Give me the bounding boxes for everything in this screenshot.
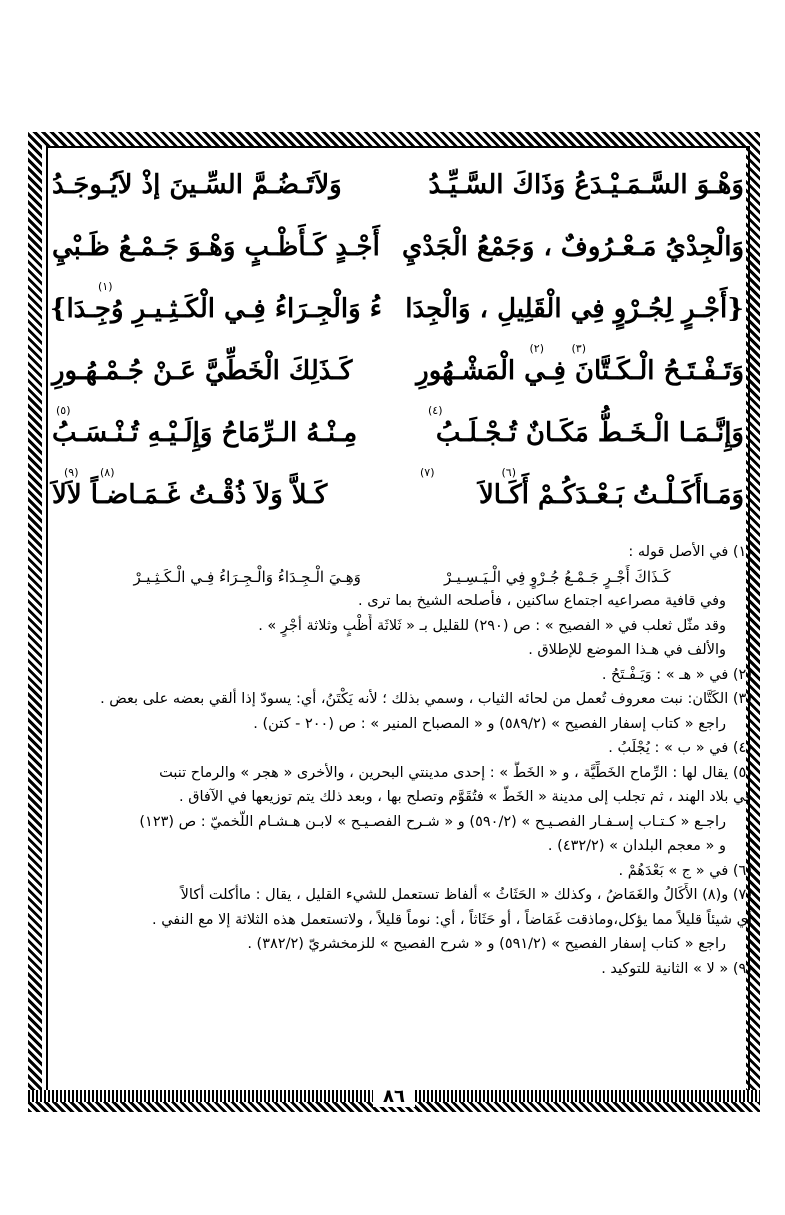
- verse: [52, 216, 744, 278]
- footnote-marker: (٥): [56, 404, 71, 417]
- hemistich-text: مِـنْـهُ الـرِّمَاحُ وَإِلَـيْـهِ تُـنْـسَـبُ: [52, 418, 358, 448]
- cited-verse: [52, 565, 752, 590]
- hemistich-first: [405, 294, 744, 324]
- cited-hemistich-left: وَهِـيَ الْـجِـدَاءُ وَالْـجِـرَاءُ فِـي الْـكَـثِـيـرْ: [133, 567, 361, 586]
- hemistich-second: [49, 280, 382, 324]
- hemistich-text: وَتَـفْـتَـحُ الْـكَـتَّانَ فِـي الْمَشْـهُورِ: [416, 356, 744, 386]
- footnote-4: (٤) في « ب » : يُجْلَبُ .: [608, 740, 752, 756]
- hemistich-text: ءُ وَالْجِـرَاءُ فِـي الْكَـثِـيـرِ وُجِـدَا}: [49, 294, 382, 324]
- hemistich-text: كَـلاَّ وَلاَ ذُقْـتُ غَـمَـاضـاً لاَلاَ: [52, 480, 328, 510]
- hemistich-second: كَـذَلِكَ الْخَطِّيَّ عَـنْ جُـمْـهُـورِ: [52, 356, 353, 386]
- footnote-5-text: في بلاد الهند ، ثم تجلب إلى مدينة « الخَطّ » فتُقَوَّم وتصلح بها ، وبعد ذلك يتم توزيعها في الآفاق .: [179, 789, 752, 805]
- hemistich-text: وَمَـاأَكَـلْـتُ بَـعْـدَكُـمْ أَكَـالاَ: [478, 480, 744, 510]
- verse: [52, 340, 744, 402]
- footnote-marker: (٤): [428, 404, 443, 417]
- footnote-marker: (٦): [501, 466, 516, 479]
- hemistich-first: [414, 404, 744, 448]
- footnote-5-reference: و « معجم البلدان » (٤٣٢/٢) .: [547, 838, 726, 854]
- hemistich-second: وَلاَتَـضُـمَّ السِّـينَ إذْ لاَيُـوجَـدُ: [52, 170, 342, 200]
- footnote-5: (٥) يقال لها : الرِّماح الخَطِّيَّة ، و « الخَطُّ » : إحدى مدينتي البحرين ، والأخرى « هجر » والرماح تنبت: [159, 764, 752, 781]
- footnote-3: (٣) الكَتَّان: نبت معروف تُعمل من لحائه الثياب ، وسمي بذلك ؛ لأنه يَكْتَنُ، أي: يسودّ إذا ألقي بعضه على بعض .: [100, 691, 752, 707]
- hemistich-first: وَهْـوَ السَّـمَـيْـدَعُ وَذَاكَ السَّـيِّـدُ: [428, 170, 744, 200]
- page-footer: [28, 1086, 760, 1106]
- footnote-2: (٢) في « هـ » : وَيَـفْـتَحُ .: [601, 666, 752, 683]
- footnote-7-8: (٧) و(٨) الأَكَالُ والغَمَاضُ ، وكذلك « الحَثَاثُ » ألفاظ تستعمل للشيء القليل ، يقال : ماأكلت أكالاً: [180, 887, 752, 903]
- footnote-1-text: والألف في هـذا الموضع للإطلاق .: [528, 642, 726, 658]
- cited-hemistich-right: كَـذَاكَ أَجْـرٍ جَـمْـعُ جُـرْوٍ فِي الْـيَـسِـيـرْ: [443, 567, 671, 586]
- footnote-marker: (٧): [420, 466, 435, 479]
- page-number: ٨٦: [373, 1086, 415, 1107]
- footnote-marker: (٨): [100, 466, 115, 479]
- footnotes: [52, 540, 752, 981]
- ornament-band: [415, 1090, 760, 1102]
- hemistich-first: [414, 342, 744, 386]
- verse: [52, 402, 744, 464]
- hemistich-first: [414, 466, 744, 510]
- hemistich-second: أَجْـدٍ كَـأَظْـبٍ وَهْـوَ جَـمْـعُ ظَـبْيِ: [52, 232, 380, 262]
- hemistich-second: [52, 404, 382, 448]
- hemistich-second: [52, 466, 382, 510]
- hemistich-text: وَإِنَّـمَـا الْـخَـطُّ مَكَـانٌ تُـجْـلَـبُ: [435, 418, 744, 448]
- footnote-marker: (٢): [529, 342, 544, 355]
- footnote-1-text: وفي قافية مصراعيه اجتماع ساكنين ، فأصلحه الشيخ بما ترى .: [357, 593, 726, 609]
- ornament-band: [28, 1090, 373, 1102]
- footnote-3-reference: راجع « كتاب إسفار الفصيح » (٥٨٩/٢) و « المصباح المنير » : ص (٢٠٠ - كتن) .: [253, 715, 726, 732]
- footnote-1-text: وقد مثّل ثعلب في « الفصيح » : ص (٢٩٠) للقليل بـ « ثَلاثَة أَظْبٍ وثلاثة أجْرٍ » .: [258, 617, 726, 634]
- footnote-marker: (١): [98, 280, 113, 293]
- footnote-7-8-text: أي شيئاً قليلاً مما يؤكل،وماذقت غَمَاضاً ، أو حَثَاثاً ، أي: نوماً قليلاً ، ولاتستعمل هذه الثلاثة إلا مع النفي .: [152, 911, 752, 928]
- footnote-7-8-reference: راجع « كتاب إسفار الفصيح » (٥٩١/٢) و « شرح الفصيح » للزمخشريّ (٣٨٢/٢) .: [247, 936, 726, 952]
- hemistich-first: وَالْجِدْيُ مَـعْـرُوفٌ ، وَجَمْعُ الْجَدْيِ: [401, 232, 744, 262]
- footnote-6: (٦) في « ج » بَعْدَهُمْ .: [618, 862, 752, 879]
- poem: [49, 154, 744, 526]
- verse: [52, 154, 744, 216]
- footnote-5-reference: راجـع « كـتـاب إسـفـار الفصـيـح » (٥٩٠/٢) و « شـرح الفصـيـح » لابـن هـشـام اللَّخميّ : ص (١٢٣): [139, 813, 726, 830]
- verse: [49, 278, 744, 340]
- footnote-1: (١) في الأصل قوله :: [628, 544, 752, 560]
- verse: [52, 464, 744, 526]
- footnote-9: (٩) « لا » الثانية للتوكيد .: [601, 960, 752, 977]
- footnote-marker: (٣): [571, 342, 586, 355]
- footnote-marker: (٩): [64, 466, 79, 479]
- hemistich-text: {أَجْـرٍ لِجُـرْوٍ فِي الْقَلِيلِ ، وَالْجِدَا: [405, 294, 744, 324]
